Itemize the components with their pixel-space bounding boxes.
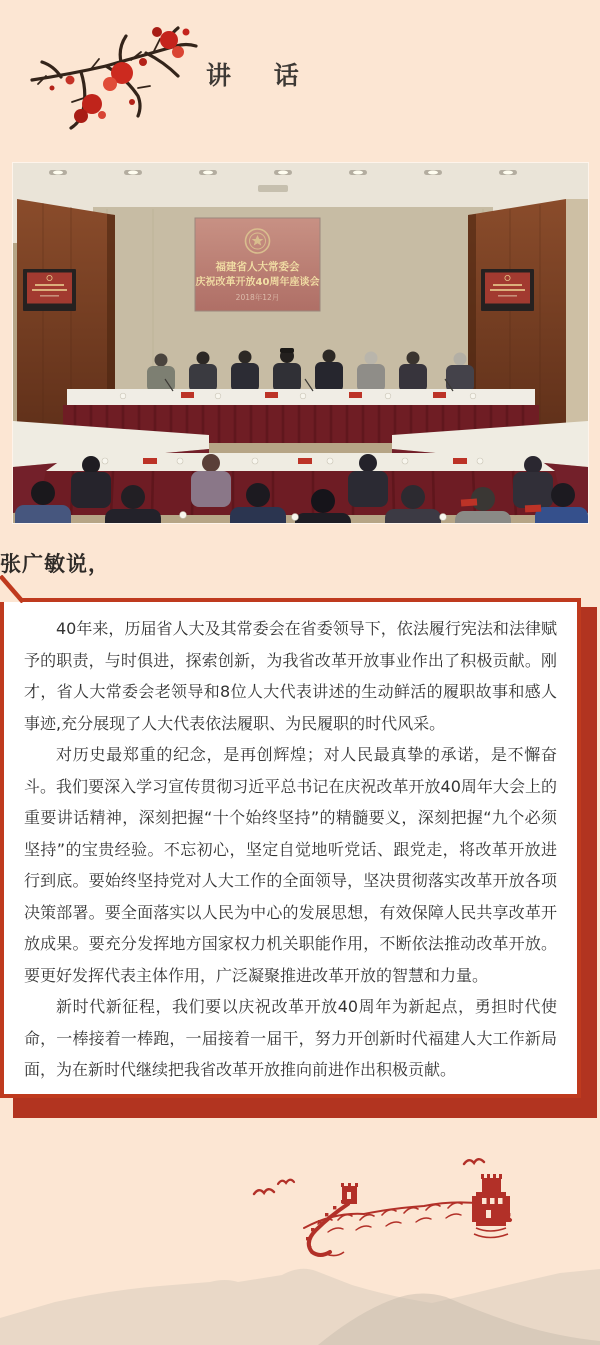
quote-block [0,575,600,1118]
quote-paragraph-1: 40年来，历届省人大及其常委会在省委领导下，依法履行宪法和法律赋予的职责，与时俱进，探索创新，为我省改革开放事业作出了积极贡献。刚才，省人大常委会老领导和8位人大代表讲述的生动鲜活的履职故事和感人事迹,充分展现了人大代表依法履职、为民履职的时代风采。 [24,619,557,733]
quote-box [0,598,581,1098]
mist-mountains [0,1240,600,1345]
quote-tail-icon [0,575,26,603]
page-title: 讲 话 [206,61,316,90]
screen-title-line1: 福建省人大常委会 [215,261,300,273]
speaker-attribution: 张广敏说， [0,552,110,576]
meeting-photo[interactable] [13,163,588,523]
left-tv [23,269,76,311]
quote-paragraph-2: 对历史最郑重的纪念，是再创辉煌；对人民最真挚的承诺，是不懈奋斗。我们要深入学习宣传贯彻习近平总书记在庆祝改革开放40周年大会上的重要讲话精神，深刻把握“十个始终坚持”的精髓要义，深刻把握“九个必须坚持”的宝贵经验。不忘初心，坚定自觉地听党话、跟党走，将改革开放进行到底。要始终坚持党对人大工作的全面领导，坚决贯彻落实改革开放各项决策部署。要全面落实以人民为中心的发展思想，有效保障人民共享改革开放成果。要充分发挥地方国家权力机关职能作用，不断依法推动改革开放。要更好发挥代表主体作用，广泛凝聚推进改革开放的智慧和力量。 [24,745,557,985]
quote-paragraph-3: 新时代新征程，我们要以庆祝改革开放40周年为新起点，勇担时代使命，一棒接着一棒跑，一届接着一届干，努力开创新时代福建人大工作新局面，为在新时代继续把我省改革开放推向前进作出积极贡献。 [24,997,557,1079]
screen-title-line2: 庆祝改革开放40周年座谈会 [195,277,320,288]
screen-date: 2018年12月 [235,293,280,302]
meeting-photo-graphic [13,163,588,523]
right-tv [481,269,534,311]
plum-blossom-icon [26,18,206,138]
